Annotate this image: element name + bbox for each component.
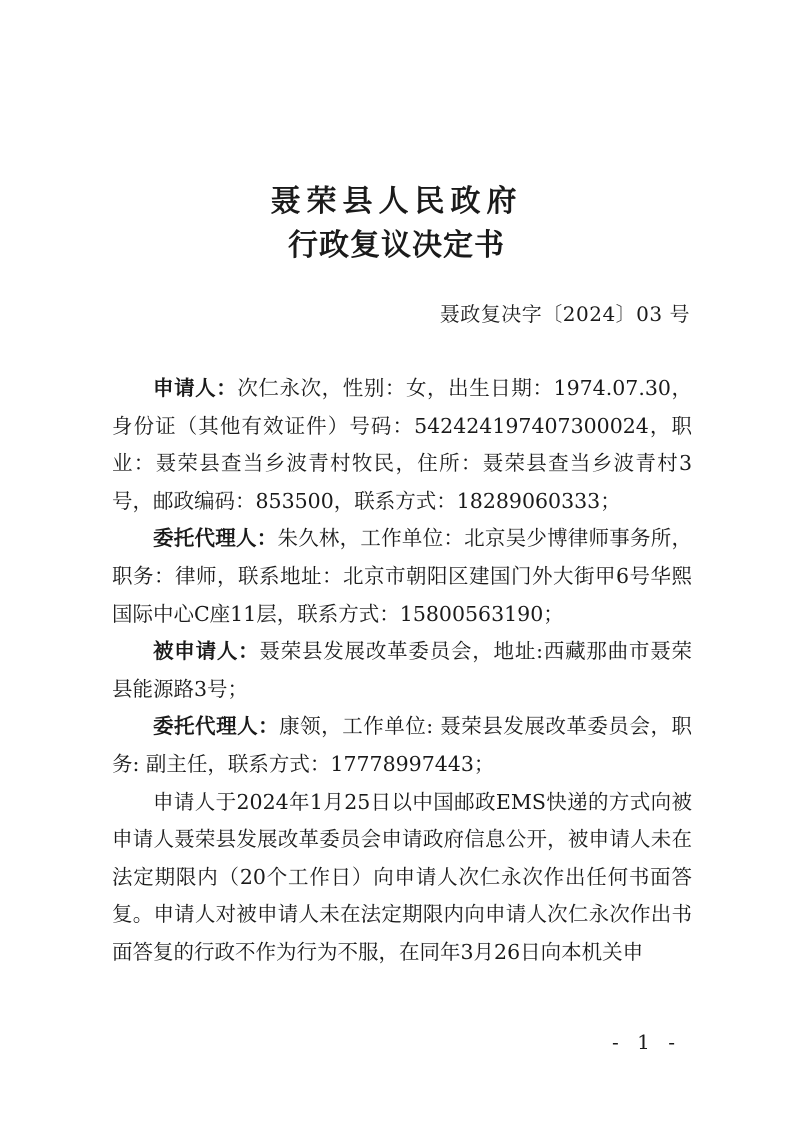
paragraph-label: 申请人：	[153, 376, 238, 400]
paragraph-text: 申请人于2024年1月25日以中国邮政EMS快递的方式向被申请人聂荣县发展改革委员会申请政府信息公开，被申请人未在法定期限内（20个工作日）向申请人次仁永次作出任何书面答复。申请人对被申请人未在法定期限内向申请人次仁永次作出书面答复的行政不作为行为不服，在同年3月26日向本机关申	[112, 789, 692, 964]
paragraph-applicant	[112, 370, 692, 520]
paragraph-label: 委托代理人：	[153, 714, 280, 739]
paragraph-respondent	[112, 633, 692, 708]
paragraph-text: 康领，工作单位: 聂荣县发展改革委员会，职务: 副主任，联系方式：17778997443；	[112, 714, 692, 776]
document-number: 聂政复决字〔2024〕03 号	[439, 302, 690, 326]
document-title-type: 行政复议决定书	[288, 228, 505, 263]
page-number: - 1 -	[612, 1030, 681, 1054]
paragraph-text: 次仁永次，性别：女，出生日期：1974.07.30，身份证（其他有效证件）号码：542424197407300024，职业：聂荣县查当乡波青村牧民，住所：聂荣县查当乡波青村3号，邮政编码：853500，联系方式：18289060333；	[112, 376, 693, 513]
paragraph-text: 朱久林，工作单位：北京吴少博律师事务所，职务：律师，联系地址：北京市朝阳区建国门外大街甲6号华熙国际中心C座11层，联系方式：15800563190；	[112, 526, 693, 626]
document-title-authority: 聂荣县人民政府	[270, 184, 523, 219]
document-body	[112, 370, 692, 972]
paragraph-label: 委托代理人：	[153, 526, 278, 551]
paragraph-respondent-agent	[112, 708, 692, 783]
paragraph-applicant-agent	[112, 520, 692, 633]
paragraph-facts	[112, 784, 692, 972]
paragraph-text: 聂荣县发展改革委员会，地址:西藏那曲市聂荣县能源路3号；	[112, 639, 693, 701]
paragraph-label: 被申请人：	[153, 639, 260, 664]
